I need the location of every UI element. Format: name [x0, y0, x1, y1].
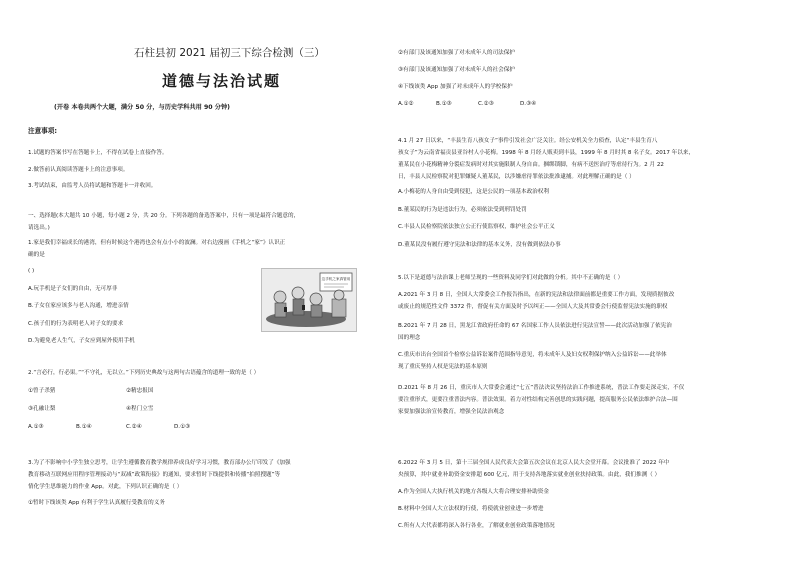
q3-choice-a: A.①② [398, 101, 414, 107]
q2-choice-c: C.②④ [126, 424, 142, 430]
note-item: 3.考试结束，由监考人员将试题和答题卡一并收回。 [28, 183, 157, 189]
q5-option-b: 国的理念 [398, 335, 421, 341]
q3-stem: 情化学生思维能力的作业 App。对此，下列认识正确的是（ ） [28, 484, 183, 490]
q6-stem: 6.2022 年 3 月 5 日，第十三届全国人民代表大会第五次会议在北京人民大会堂开幕。会议批准了 2022 年中 [398, 460, 670, 466]
exam-title: 石柱县初 2021 届初三下综合检测（三） [134, 47, 325, 59]
q2-item: ②精忠报国 [126, 388, 154, 394]
q3-stem: 教育移动互联网应用程序管理接动与“双减”政策衔接》的通知，要求暂时下线提供和传播“拍照搜题”等 [28, 472, 281, 478]
q3-item: ③有部门及该通知加强了对未成年人的社会保护 [398, 67, 515, 73]
q3-choice-c: C.②③ [478, 101, 494, 107]
q4-option-d: D.董某民没有履行遵守宪法和法律的基本义务，没有做到依法办事 [398, 242, 561, 248]
cartoon-caption: 这手机之家真管用 [321, 277, 351, 281]
notes-heading: 注意事项: [28, 127, 58, 135]
subject-title: 道德与法治试题 [162, 72, 282, 90]
q4-stem: 4.1 月 27 日以来，“丰县生育八孩女子”事件引发社会广泛关注。经公安机关全力侦查，认定“丰县生育八 [398, 138, 658, 144]
q2-item: ③孔融让梨 [28, 406, 56, 412]
q5-option-d: D.2021 年 8 月 26 日，重庆市人大常委会通过“七五”普法决议坚持法治工作推进系统，普法工作要走深走实，不仅 [398, 385, 685, 391]
q2-item: ④程门立雪 [126, 406, 154, 412]
q3-choice-b: B.①③ [436, 101, 452, 107]
q3-item: ④下线该类 App 加强了对未成年人的学校保护 [398, 84, 513, 90]
q4-stem: 董某民在小花梅精神分裂症发病时对其实施限制人身自由。捆绑锁脚，有病不送医治疗等虐待行为。2 月 22 [398, 162, 664, 168]
q5-option-c: 现了重庆坚持人权是宪法的基本原则 [398, 364, 488, 370]
q1-answer-paren: ( ) [28, 268, 35, 274]
q4-option-c: C.丰县人民检察院依法独立公正行使监察权，维护社会公平正义 [398, 224, 555, 230]
q1-option-a: A.玩手机是子女们的自由，无可厚非 [28, 286, 118, 292]
q2-stem: 2.“言必行，行必果。”“不守礼，无以立。”下列历史典故与这两句古语蕴含的道理一致的是（ ） [28, 370, 260, 376]
q3-choice-d: D.③④ [520, 101, 537, 107]
q3-item: ②有部门及该通知加强了对未成年人的司法保护 [398, 50, 515, 56]
note-item: 2.做答前认真阅读答题卡上的注意事项。 [28, 167, 129, 173]
exam-subtitle: (开卷 本卷共两个大题，满分 50 分，与历史学科共用 90 分钟) [54, 104, 230, 111]
q1-stem: 确的是 [28, 252, 45, 258]
q4-stem: 日，丰县人民检察院对犯罪嫌疑人董某民，以涉嫌虐待罪依法批准逮捕。对此理解正确的是（ ） [398, 174, 635, 180]
q4-option-a: A.小梅花的人身自由受到侵犯，这是公民的一项基本政治权利 [398, 189, 549, 195]
section1-instruction: 一、选择题(本大题共 10 小题，每小题 2 分，共 20 分。下列各题的备选答案中，只有一项是最符合题意的， [28, 213, 300, 219]
q4-option-b: B.董某民的行为是违法行为，必须依法受到刑罚处罚 [398, 207, 527, 213]
q3-item: ①暂时下线该类 App 有利于学生认真履行受教育的义务 [28, 500, 165, 506]
q6-stem: 央预算，其中就业补助资金安排超 600 亿元，用于支持各地落实就业创业扶持政策。由此，我们推测（ ） [398, 472, 661, 478]
q3-stem: 3.为了不影响中小学生独立思考，让学生遵循教育教学规律养成良好学习习惯，教育部办公厅印发了《加强 [28, 460, 291, 466]
q2-choice-a: A.①③ [28, 424, 44, 430]
section1-instruction: 请选出。) [28, 225, 50, 231]
q4-stem: 孩女子”为云南省福贡县亚谷村人小花梅。1998 年 8 月经人贩卖到丰县，1999 年 8 月时其 8 名子女。2017 年以来， [398, 150, 695, 156]
q5-option-d: 家要加强法治宣传教育，增强全民法治观念 [398, 409, 505, 415]
q5-stem: 5.以下是道德与法治课上老师呈现的一些资料及同学们对此做的分析。其中不正确的是（ ） [398, 275, 624, 281]
q1-option-d: D.为避免老人生气，子女应到屋外使用手机 [28, 338, 135, 344]
q2-choice-b: B.①④ [76, 424, 92, 430]
q2-item: ①曾子杀猪 [28, 388, 56, 394]
family-phone-cartoon [261, 268, 357, 332]
q2-choice-d: D.①③ [174, 424, 191, 430]
q1-stem: 1.家是我们幸福成长的港湾，但有时候这个港湾也会有点小小的波澜。对右边漫画《手机之“家”》认识正 [28, 240, 286, 246]
q5-option-c: C.重庆市出台全国首个检察公益诉讼案件范围指导意见，将未成年人及妇女权利保护纳入公益诉讼——此举体 [398, 352, 667, 358]
q6-option-c: C.所有人大代表都将深入各行各业，了解就业创业政策落地情况 [398, 523, 555, 529]
q1-option-c: C.孩子们的行为表明老人对子女的要求 [28, 321, 124, 327]
q5-option-a: 或废止的规范性文件 3372 件，督促有关方面及时予以纠正——全国人大及其常委会行使监督宪法实施的职权 [398, 304, 668, 310]
q5-option-b: B.2021 年 7 月 28 日，黑龙江省政府任命的 67 名国家工作人员依法进行宪法宣誓——此次活动加强了依宪治 [398, 323, 672, 329]
q5-option-a: A.2021 年 3 月 8 日，全国人大常委会工作报告指出，在新的宪法和法律面前都是重要工作方面，发现质据彼改 [398, 292, 675, 298]
q6-option-a: A.作为全国人大执行机关的地方各级人大将合理安排补助资金 [398, 489, 549, 495]
q5-option-d: 要注重形式，更要注重普法内容。普法效果。着力对性结构完善创思的实践问题，提高服务公民依法维护合法—围 [398, 397, 678, 403]
q6-option-b: B.材料中全国人大立法权的行使，将使就业创业进一步增进 [398, 506, 544, 512]
note-item: 1.试题的答案书写在答题卡上，不得在试卷上直接作答。 [28, 150, 168, 156]
q1-option-b: B.子女在家应该多与老人沟通，增进亲情 [28, 303, 129, 309]
